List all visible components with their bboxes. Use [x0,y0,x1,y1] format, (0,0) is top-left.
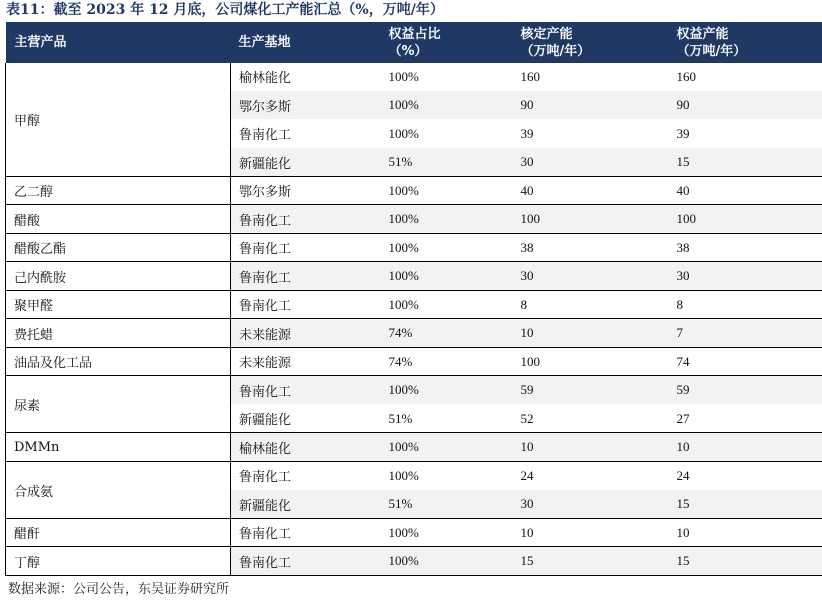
base-cell: 未来能源 [231,319,381,348]
table-row [6,319,822,348]
product-cell: 合成氨 [6,462,231,519]
rated-capacity-cell: 30 [513,262,669,291]
table-row [6,462,822,490]
equity-capacity-cell: 27 [669,405,822,433]
table-row [6,291,822,319]
rated-capacity-cell: 10 [513,433,669,462]
product-cell: 丁醇 [6,547,231,576]
rated-capacity-cell: 24 [513,462,669,490]
base-cell: 鲁南化工 [231,120,381,148]
base-cell: 榆林能化 [231,63,381,91]
product-cell: 聚甲醛 [6,291,231,319]
product-cell: 甲醇 [6,63,231,177]
rated-capacity-cell: 10 [513,519,669,547]
product-cell: 醋酸 [6,205,231,234]
equity-capacity-cell: 10 [669,519,822,547]
table-caption: 表11：截至 2023 年 12 月底，公司煤化工产能汇总（%，万吨/年） [6,2,444,18]
base-cell: 鲁南化工 [231,519,381,547]
base-cell: 鲁南化工 [231,376,381,405]
table-row [6,177,822,205]
equity-capacity-cell: 90 [669,91,822,120]
equity-share-cell: 100% [381,120,513,148]
product-cell: 油品及化工品 [6,348,231,376]
table-row [6,205,822,234]
product-cell: 醋酸乙酯 [6,234,231,262]
equity-share-cell: 51% [381,148,513,177]
equity-capacity-cell: 100 [669,205,822,234]
table-header-row [6,22,822,63]
rated-capacity-cell: 30 [513,148,669,177]
table-row [6,348,822,376]
equity-share-cell: 100% [381,177,513,205]
product-cell: 费托蜡 [6,319,231,348]
equity-share-cell: 100% [381,205,513,234]
equity-share-cell: 51% [381,405,513,433]
table-row [6,433,822,462]
table-row [6,262,822,291]
rated-capacity-cell: 30 [513,490,669,519]
product-cell: 乙二醇 [6,177,231,205]
equity-capacity-cell: 160 [669,63,822,91]
equity-capacity-cell: 15 [669,148,822,177]
rated-capacity-cell: 52 [513,405,669,433]
equity-share-cell: 100% [381,462,513,490]
equity-capacity-cell: 15 [669,547,822,576]
equity-capacity-cell: 39 [669,120,822,148]
base-cell: 新疆能化 [231,490,381,519]
equity-share-cell: 100% [381,234,513,262]
equity-capacity-cell: 10 [669,433,822,462]
base-cell: 未来能源 [231,348,381,376]
base-cell: 新疆能化 [231,148,381,177]
product-cell: DMMn [6,433,231,462]
table-row [6,547,822,576]
table-row [6,376,822,405]
equity-capacity-cell: 38 [669,234,822,262]
base-cell: 新疆能化 [231,405,381,433]
rated-capacity-cell: 39 [513,120,669,148]
base-cell: 鲁南化工 [231,205,381,234]
base-cell: 鲁南化工 [231,234,381,262]
base-cell: 榆林能化 [231,433,381,462]
equity-share-cell: 100% [381,291,513,319]
equity-share-cell: 100% [381,63,513,91]
equity-capacity-cell: 15 [669,490,822,519]
base-cell: 鲁南化工 [231,462,381,490]
base-cell: 鲁南化工 [231,291,381,319]
header-product: 主营产品 [6,22,231,63]
equity-share-cell: 51% [381,490,513,519]
equity-capacity-cell: 30 [669,262,822,291]
equity-share-cell: 100% [381,91,513,120]
equity-share-cell: 100% [381,262,513,291]
rated-capacity-cell: 59 [513,376,669,405]
header-equity-share: 权益占比 （%） [381,22,513,63]
equity-capacity-cell: 8 [669,291,822,319]
equity-share-cell: 100% [381,376,513,405]
rated-capacity-cell: 90 [513,91,669,120]
rated-capacity-cell: 15 [513,547,669,576]
table-row [6,519,822,547]
rated-capacity-cell: 10 [513,319,669,348]
base-cell: 鄂尔多斯 [231,177,381,205]
table-row [6,234,822,262]
table-body [6,63,822,576]
equity-capacity-cell: 24 [669,462,822,490]
equity-share-cell: 74% [381,319,513,348]
capacity-table [5,22,822,576]
equity-share-cell: 100% [381,519,513,547]
rated-capacity-cell: 160 [513,63,669,91]
rated-capacity-cell: 100 [513,348,669,376]
product-cell: 尿素 [6,376,231,433]
base-cell: 鲁南化工 [231,547,381,576]
header-rated-capacity: 核定产能 （万吨/年） [513,22,669,63]
rated-capacity-cell: 8 [513,291,669,319]
header-equity-capacity: 权益产能 （万吨/年） [669,22,822,63]
equity-share-cell: 100% [381,547,513,576]
product-cell: 醋酐 [6,519,231,547]
product-cell: 己内酰胺 [6,262,231,291]
rated-capacity-cell: 38 [513,234,669,262]
base-cell: 鲁南化工 [231,262,381,291]
equity-capacity-cell: 40 [669,177,822,205]
equity-capacity-cell: 59 [669,376,822,405]
equity-share-cell: 100% [381,433,513,462]
equity-capacity-cell: 74 [669,348,822,376]
rated-capacity-cell: 40 [513,177,669,205]
equity-capacity-cell: 7 [669,319,822,348]
table-row [6,63,822,91]
equity-share-cell: 74% [381,348,513,376]
source-note: 数据来源：公司公告，东吴证券研究所 [8,582,230,597]
header-base: 生产基地 [231,22,381,63]
base-cell: 鄂尔多斯 [231,91,381,120]
rated-capacity-cell: 100 [513,205,669,234]
